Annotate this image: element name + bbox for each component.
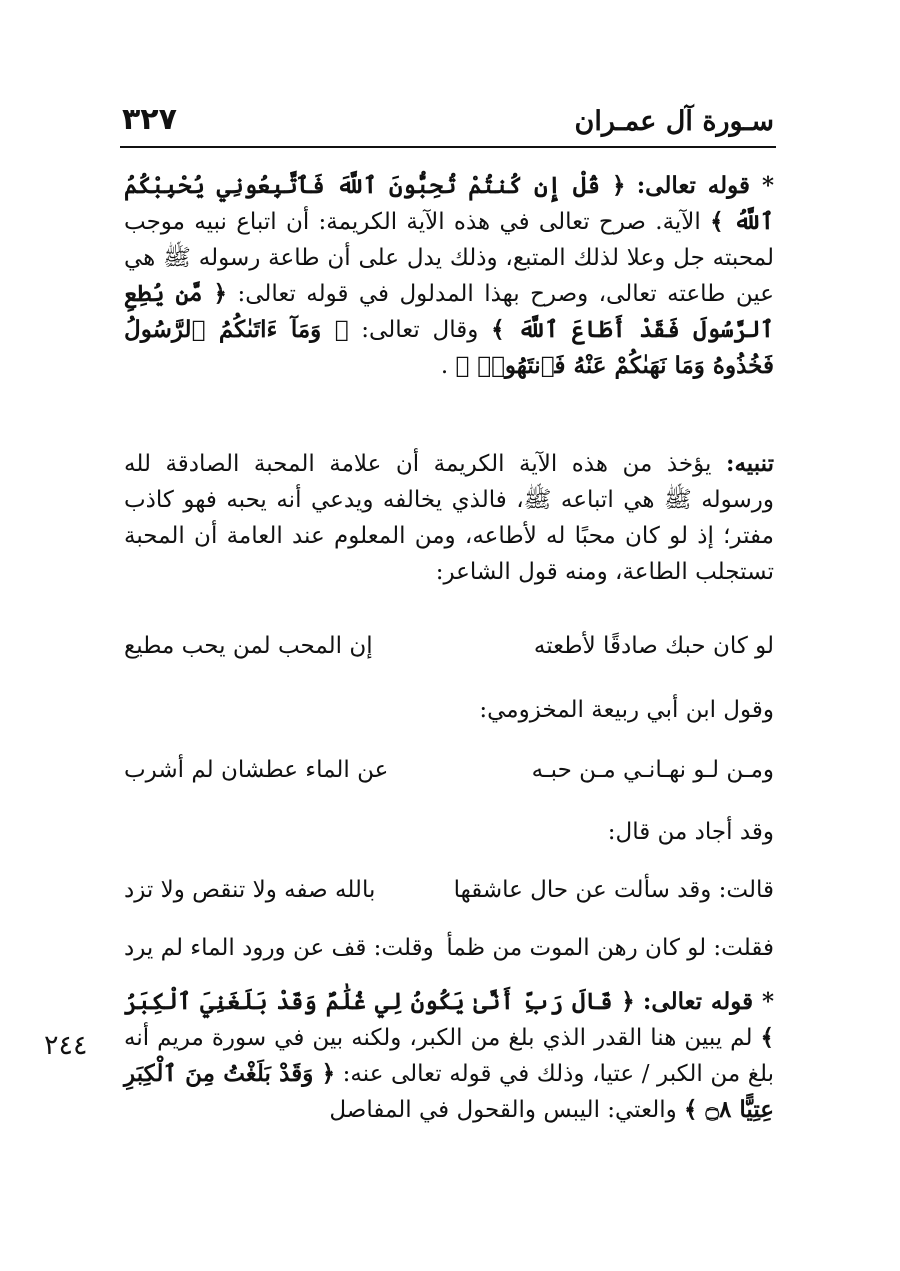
- poem-second-hemistich: إن المحب لمن يحب مطيع: [124, 633, 373, 659]
- quran-verse: ﴿ قَالَ رَبِّ أَنَّىٰ يَكُونُ لِي غُلَٰمٌ وَقَدْ بَلَغَنِيَ ٱلْكِبَرُ ﴾: [124, 988, 775, 1051]
- poem-first-hemistich: فقلت: لو كان رهن الموت من ظمأ: [446, 935, 774, 961]
- page-number: ٣٢٧: [122, 102, 177, 137]
- quran-verse: ﴿ وَمَآ ءَاتَىٰكُمُ ٱلرَّسُولُ فَخُذُوهُ وَمَا نَهَىٰكُمْ عَنْهُ فَٱنتَهُوا۟ ﴾: [124, 316, 774, 379]
- paragraph-text: والعتي: اليبس والقحول في المفاصل: [329, 1097, 677, 1123]
- poem-second-hemistich: وقلت: قف عن ورود الماء لم يرد: [124, 935, 434, 961]
- paragraph-text: .: [440, 353, 449, 379]
- poem-line: [124, 752, 774, 788]
- poem-intro: وقد أجاد من قال:: [607, 819, 774, 845]
- poem-second-hemistich: بالله صفه ولا تنقص ولا تزد: [124, 877, 376, 903]
- paragraph-old-age: [124, 984, 774, 1128]
- poem-line: [124, 872, 774, 908]
- paragraph-text: لم يبين هنا القدر الذي بلغ من الكبر، ولكنه بين في سورة مريم أنه بلغ من الكبر / عتيا، وذلك في قوله تعالى عنه:: [124, 1025, 775, 1087]
- poem-line: [124, 628, 774, 664]
- poem-second-hemistich: عن الماء عطشان لم أشرب: [124, 757, 389, 783]
- paragraph-note: [124, 446, 774, 590]
- paragraph-text: وقال تعالى:: [361, 317, 479, 343]
- poem-first-hemistich: ومـن لـو نهـانـي مـن حبـه: [531, 757, 774, 783]
- note-label: تنبيه:: [725, 450, 775, 477]
- paragraph-lead: * قوله تعالى:: [642, 988, 774, 1015]
- poem-line: [124, 930, 774, 966]
- page-header: [120, 100, 776, 148]
- paragraph-text: يؤخذ من هذه الآية الكريمة أن علامة المحبة الصادقة لله ورسوله ﷺ هي اتباعه ﷺ، فالذي يخالفه ويدعي أنه يحبه فهو كاذب مفتر؛ إذ لو كان محبًا له لأطاعه، ومن المعلوم عند العامة أن المحبة تستجلب الطاعة، ومنه قول الشاعر:: [124, 451, 774, 585]
- poem-first-hemistich: قالت: وقد سألت عن حال عاشقها: [453, 877, 774, 903]
- quran-verse: ﴿ قُلْ إِن كُنتُمْ تُحِبُّونَ ٱللَّهَ فَٱتَّبِعُونِي يُحْبِبْكُمُ ٱللَّهُ ﴾: [124, 172, 775, 235]
- poem-first-hemistich: لو كان حبك صادقًا لأطعته: [533, 633, 774, 659]
- margin-page-number: ٢٤٤: [44, 1030, 88, 1061]
- paragraph-love-of-allah: [124, 168, 774, 384]
- poem-intro: وقول ابن أبي ربيعة المخزومي:: [479, 697, 774, 723]
- paragraph-text: الآية. صرح تعالى في هذه الآية الكريمة: أن اتباع نبيه موجب لمحبته جل وعلا لذلك المتبع، وذلك يدل على أن طاعة رسوله ﷺ هي عين طاعته تعالى، وصرح بهذا المدلول في قوله تعالى:: [124, 209, 775, 307]
- chapter-title: سـورة آل عمـران: [574, 106, 774, 137]
- quran-verse: ﴿ مَّن يُطِعِ ٱلرَّسُولَ فَقَدْ أَطَاعَ ٱللَّهَ ﴾: [124, 280, 774, 343]
- quran-verse: ﴿ وَقَدْ بَلَغْتُ مِنَ ٱلْكِبَرِ عِتِيًّا ۝٨ ﴾: [124, 1060, 774, 1123]
- paragraph-lead: * قوله تعالى:: [636, 172, 775, 199]
